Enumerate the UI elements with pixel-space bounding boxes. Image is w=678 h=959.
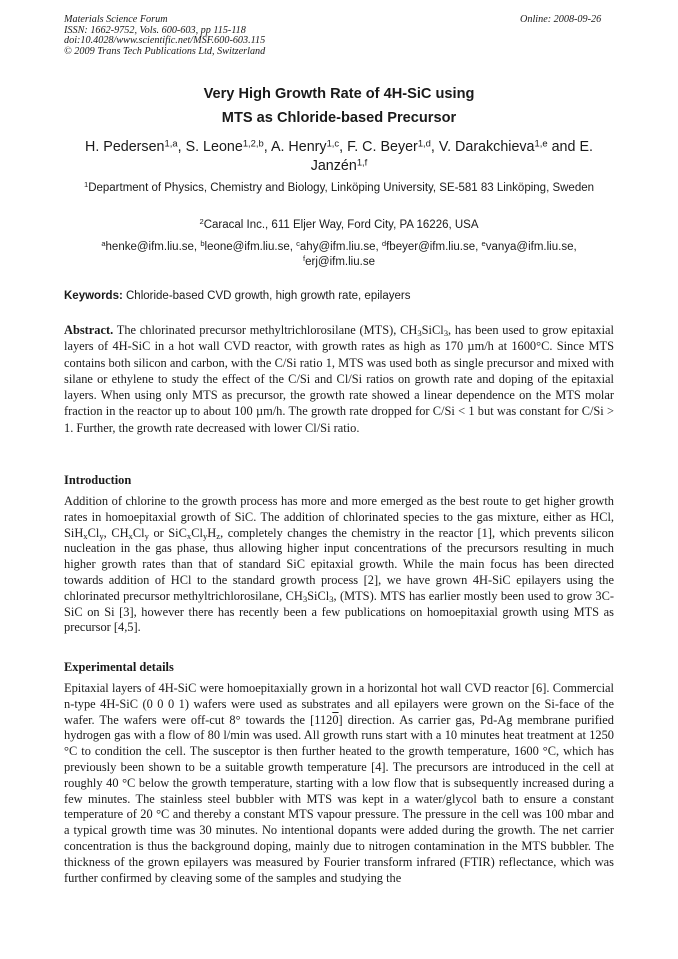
introduction-paragraph: [64, 494, 614, 636]
author-superscript: 1,e: [534, 137, 548, 149]
email-marker: c: [296, 239, 300, 249]
email-address[interactable]: ahy@ifm.liu.se: [299, 241, 376, 253]
subscript: 3: [302, 593, 308, 604]
subscript: y: [99, 530, 104, 541]
email-address[interactable]: fbeyer@ifm.liu.se: [386, 241, 476, 253]
online-date: Online: 2008-09-26: [520, 14, 602, 25]
email-marker: a: [101, 239, 106, 249]
body-text: ] direction. As carrier gas, Pd-Ag membrane purified hydrogen gas with a flow of 80 l/min was used. All growth runs start with a 10 minutes heat treatment at 1250 °C to condition the cell. The susceptor is then further heated to the growth temperature, 1600 °C, which has previously been shown to be a suitable growth temperature [4]. The precursors are introduced in the cell at roughly 40 °C below the growth temperature, starting with a low flow that is subsequently increased during a few minutes. The stainless steel bubbler with MTS was kept in a water/glycol bath to ensure a constant temperature of 20 °C and thereby a constant MTS vapour pressure. The pressure in the cell was 100 mbar and a typical growth time was 30 minutes. No intentional dopants were added during the growth. The net carrier concentration is thus the background doping, mainly due to nitrogen contamination in the MTS bubbler. The thickness of the grown epilayers was measured by Fourier transform infrared (FTIR) reflectance, which was further confirmed by cleaving some of the samples and studying the: [64, 712, 614, 885]
email-marker: f: [303, 254, 306, 264]
subscript: 3: [443, 328, 449, 339]
email-list: $^a$henke@ifm.liu.se, $^b$leone@ifm.liu.se, $^c$ahy@ifm.liu.se, $^d$fbeyer@ifm.liu.se, $^e$vanya@ifm.liu.se, $^f$erj@ifm.liu.se: [101, 239, 577, 268]
subscript: x: [83, 530, 88, 541]
abstract-text: , has been used to grow epitaxial layers of 4H-SiC in a hot wall CVD reactor, with growth rates as high as 170 µm/h at 1600°C. Since MTS contains both silicon and carbon, with the C/Si ratio 1, MTS was used both as single precursor and mixed with silane or ethylene to study the effect of the C/Si and Cl/Si ratios on growth rate and doping of the epitaxial layers. When using only MTS as precursor, the growth rate showed a linear dependence on the MTS molar fraction in the reactor up to about 100 µm/h. The growth rate dropped for C/Si < 1 but was constant for C/Si > 1. Further, the growth rate decreased with lower Cl/Si ratio.: [64, 323, 614, 435]
author-name: S. Leone: [185, 139, 243, 155]
affiliation-text: Caracal Inc., 611 Eljer Way, Ford City, PA 16226, USA: [203, 219, 479, 231]
miller-index-overbar: 0: [332, 712, 339, 727]
body-text: , completely changes the chemistry in the reactor [1], which prevents silicon nucleation in the gas phase, thus allowing higher input concentrations of the precursors resulting in much higher growth rates than that of standard SiC epitaxial growth. While the main focus has been directed towards addition of HCl to the standard growth process [2], we have grown 4H-SiC epilayers using the chlorinated precursor methyltrichlorosilane, CH: [64, 525, 614, 603]
miller-index: 112: [314, 712, 333, 727]
email-marker: e: [481, 239, 486, 249]
author-name: V. Darakchieva: [438, 139, 535, 155]
author-conjunction: and: [551, 139, 576, 155]
experimental-paragraph: [64, 681, 614, 886]
body-text: Cl: [87, 525, 100, 540]
body-text: Cl: [191, 525, 203, 540]
introduction-heading: Introduction: [64, 473, 132, 487]
email-marker: b: [200, 239, 205, 249]
affiliation-2: [64, 218, 614, 233]
author-superscript: 1,2,b: [242, 137, 264, 149]
email-address[interactable]: leone@ifm.liu.se: [204, 241, 290, 253]
subscript: 3: [329, 593, 334, 604]
body-text: , (MTS). MTS has earlier mostly been used to grow 3C-SiC on Si [3], however there has recently been a few publications on homoepitaxial growth using MTS as precursor [4,5].: [64, 588, 614, 635]
doi-line: doi:10.4028/www.scientific.net/MSF.600-603.115: [64, 35, 266, 47]
email-address[interactable]: vanya@ifm.liu.se: [485, 241, 574, 253]
keywords-text: Chloride-based CVD growth, high growth rate, epilayers: [126, 290, 411, 302]
body-text: CH: [111, 525, 129, 540]
affiliation-marker: 2: [199, 217, 204, 227]
email-address[interactable]: erj@ifm.liu.se: [305, 256, 375, 268]
journal-name: Materials Science Forum: [64, 14, 168, 25]
author-name: F. C. Beyer: [347, 139, 418, 155]
subscript: x: [186, 530, 192, 541]
journal-header: [64, 15, 265, 57]
body-text: or SiC: [148, 525, 187, 540]
subscript: y: [202, 530, 208, 541]
body-text: Addition of chlorine to the growth process has more and more emerged as the best route to get higher growth rates in homoepitaxial growth of SiC. The addition of chlorinated species to the gas mixture, either as HCl, SiH: [64, 494, 614, 540]
email-marker: d: [381, 239, 387, 249]
abstract-paragraph: [64, 322, 614, 436]
subscript: y: [144, 530, 149, 541]
author-superscript: 1,f: [356, 156, 368, 168]
body-text: H: [207, 525, 217, 540]
author-name: E. Janzén: [310, 139, 593, 174]
author-list: H. Pedersen$^{1,a}$, S. Leone$^{1,2,b}$, A. Henry$^{1,c}$, F. C. Beyer$^{1,d}$, V. Darakchieva$^{1,e}$ and E. Janzén$^{1,f}$: [85, 137, 593, 174]
keywords-line: [64, 289, 410, 304]
body-text: ,: [103, 525, 112, 540]
abstract-label: Abstract.: [64, 323, 114, 337]
email-address[interactable]: henke@ifm.liu.se: [105, 241, 194, 253]
title-line-2: MTS as Chloride-based Precursor: [221, 110, 457, 126]
experimental-heading: Experimental details: [64, 660, 174, 674]
body-text: Epitaxial layers of 4H-SiC were homoepitaxially grown in a horizontal hot wall CVD reactor [6]. Commercial n-type 4H-SiC (0 0 0 1) wafers were used as substrates and all epilayers were grown on the Si-face of the wafer. The wafers were off-cut 8° towards the [: [64, 681, 614, 727]
affiliation-text: Department of Physics, Chemistry and Biology, Linköping University, SE-581 83 Linköping, Sweden: [88, 182, 595, 194]
copyright-line: © 2009 Trans Tech Publications Ltd, Switzerland: [64, 45, 266, 57]
title-line-1: Very High Growth Rate of 4H-SiC using: [203, 86, 475, 102]
subscript: 3: [417, 328, 422, 339]
abstract-text: SiCl: [421, 323, 444, 337]
subscript: x: [128, 530, 133, 541]
body-text: SiCl: [307, 588, 330, 603]
subscript: z: [216, 530, 221, 541]
keywords-label: Keywords:: [64, 290, 123, 302]
body-text: Cl: [132, 525, 145, 540]
author-name: H. Pedersen: [85, 139, 165, 155]
author-superscript: 1,c: [326, 137, 340, 149]
author-superscript: 1,d: [417, 137, 431, 149]
affiliation-marker: 1: [83, 180, 89, 190]
abstract-text: The chlorinated precursor methyltrichlorosilane (MTS), CH: [116, 323, 418, 337]
author-superscript: 1,a: [164, 137, 178, 149]
affiliation-1: [64, 181, 614, 196]
author-name: A. Henry: [270, 139, 327, 155]
paper-title: [0, 82, 678, 130]
issn-line: ISSN: 1662-9752, Vols. 600-603, pp 115-118: [64, 24, 246, 36]
